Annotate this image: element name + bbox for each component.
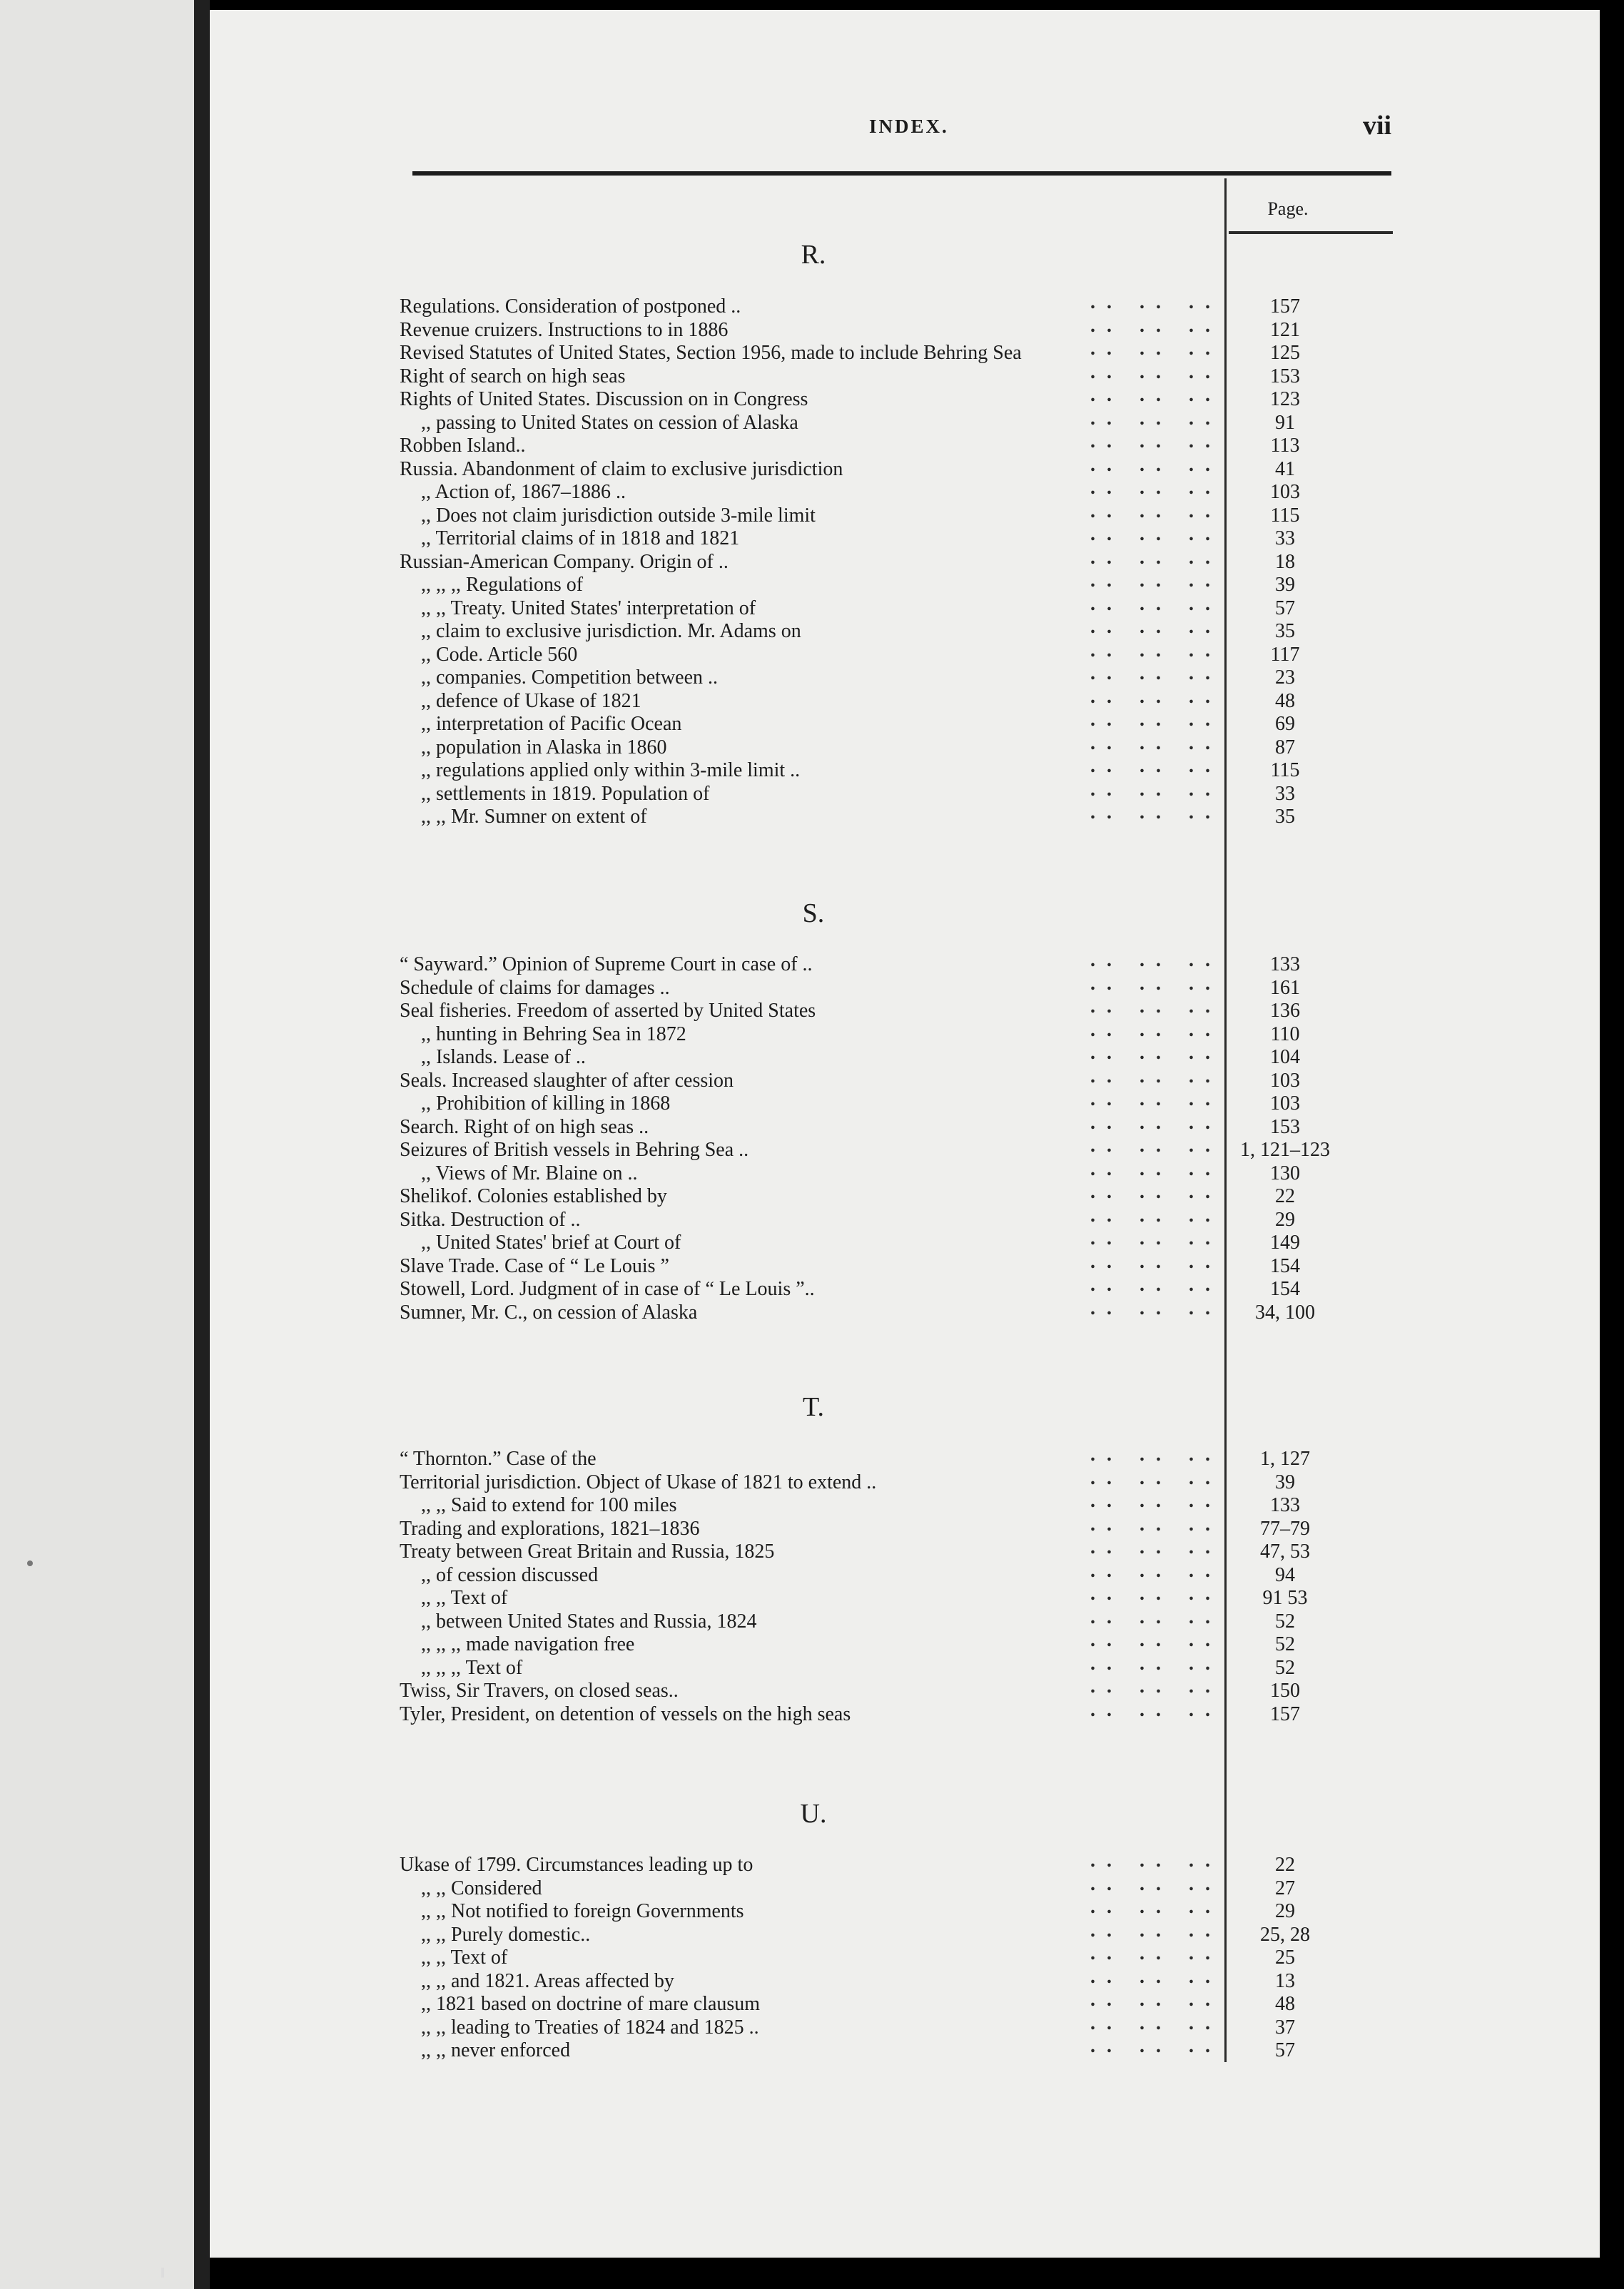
- entry-text: Trading and explorations, 1821–1836: [400, 1518, 700, 1540]
- index-entry: [400, 778, 1420, 806]
- index-entry: [400, 1019, 1420, 1046]
- entry-page-ref: 22: [1275, 1854, 1295, 1876]
- entry-page-ref: 104: [1270, 1046, 1300, 1068]
- entry-page-ref: 52: [1275, 1610, 1295, 1633]
- leader-dots: .. .. ..: [1090, 1699, 1222, 1721]
- entry-text: Schedule of claims for damages ..: [400, 977, 670, 999]
- entry-text: Stowell, Lord. Judgment of in case of “ Le Louis ”..: [400, 1278, 815, 1300]
- entry-page-ref: 37: [1275, 2016, 1295, 2039]
- entry-page-ref: 115: [1270, 759, 1300, 781]
- entry-text: ,, ,, ,, made navigation free: [421, 1633, 635, 1655]
- entry-page-ref: 123: [1270, 388, 1300, 410]
- entry-text: Russian-American Company. Origin of ..: [400, 551, 729, 573]
- index-entry: [400, 1158, 1420, 1185]
- entry-text: ,, claim to exclusive jurisdiction. Mr. Adams on: [421, 620, 801, 642]
- index-entry: [400, 1443, 1420, 1471]
- header-rule: [412, 171, 1391, 176]
- leader-dots: .. .. ..: [1090, 755, 1222, 777]
- index-entry: [400, 1181, 1420, 1208]
- entry-text: ,, companies. Competition between ..: [421, 666, 719, 689]
- entry-text: ,, ,, never enforced: [421, 2039, 571, 2061]
- leader-dots: .. .. ..: [1090, 1019, 1222, 1041]
- index-entry: [400, 1675, 1420, 1702]
- entry-text: Seals. Increased slaughter of after cession: [400, 1070, 734, 1092]
- entry-text: ,, regulations applied only within 3-mile limit ..: [421, 759, 801, 781]
- entry-page-ref: 47, 53: [1260, 1541, 1310, 1563]
- entry-page-ref: 91 53: [1262, 1587, 1308, 1609]
- leader-dots: .. .. ..: [1090, 500, 1222, 522]
- leader-dots: .. .. ..: [1090, 1204, 1222, 1227]
- index-entry: [400, 686, 1420, 713]
- leader-dots: .. .. ..: [1090, 1297, 1222, 1319]
- index-entry: [400, 1065, 1420, 1092]
- entry-page-ref: 25, 28: [1260, 1924, 1310, 1946]
- leader-dots: .. .. ..: [1090, 2012, 1222, 2034]
- entry-page-ref: 41: [1275, 458, 1295, 480]
- index-entry: [400, 547, 1420, 574]
- leader-dots: .. .. ..: [1090, 1942, 1222, 1964]
- index-entry: [400, 1966, 1420, 1993]
- leader-dots: .. .. ..: [1090, 1675, 1222, 1697]
- entry-page-ref: 161: [1270, 977, 1300, 999]
- section-letter: R.: [801, 240, 826, 270]
- leader-dots: .. .. ..: [1090, 477, 1222, 499]
- entry-text: Shelikof. Colonies established by: [400, 1185, 667, 1207]
- entry-page-ref: 117: [1270, 644, 1300, 666]
- index-entry: [400, 1297, 1420, 1324]
- entry-text: Revenue cruizers. Instructions to in 1886: [400, 319, 729, 341]
- leader-dots: .. .. ..: [1090, 1065, 1222, 1087]
- entry-page-ref: 110: [1270, 1023, 1300, 1045]
- entry-page-ref: 154: [1270, 1255, 1300, 1277]
- leader-dots: .. .. ..: [1090, 593, 1222, 615]
- leader-dots: .. .. ..: [1090, 547, 1222, 569]
- entry-page-ref: 103: [1270, 1092, 1300, 1115]
- section-letter: S.: [802, 898, 825, 928]
- entry-text: ,, ,, leading to Treaties of 1824 and 1825 ..: [421, 2016, 759, 2039]
- entry-text: ,, ,, Said to extend for 100 miles: [421, 1494, 677, 1516]
- leader-dots: .. .. ..: [1090, 1966, 1222, 1988]
- index-entry: [400, 1536, 1420, 1563]
- leader-dots: .. .. ..: [1090, 1490, 1222, 1512]
- index-entry: [400, 430, 1420, 457]
- index-entry: [400, 709, 1420, 736]
- entry-page-ref: 39: [1275, 574, 1295, 596]
- entry-text: Treaty between Great Britain and Russia, 1825: [400, 1541, 775, 1563]
- entry-text: Twiss, Sir Travers, on closed seas..: [400, 1680, 679, 1702]
- entry-text: ,, ,, ,, Regulations of: [421, 574, 584, 596]
- entry-page-ref: 57: [1275, 2039, 1295, 2061]
- entry-page-ref: 29: [1275, 1209, 1295, 1231]
- entry-text: ,, of cession discussed: [421, 1564, 599, 1586]
- leader-dots: .. .. ..: [1090, 315, 1222, 337]
- entry-text: Tyler, President, on detention of vessels on the high seas: [400, 1703, 851, 1725]
- leader-dots: .. .. ..: [1090, 1088, 1222, 1110]
- entry-page-ref: 57: [1275, 597, 1295, 619]
- entry-page-ref: 133: [1270, 953, 1300, 975]
- entry-text: ,, population in Alaska in 1860: [421, 736, 667, 758]
- entry-text: ,, ,, ,, Text of: [421, 1657, 523, 1679]
- entry-page-ref: 157: [1270, 295, 1300, 318]
- index-entry: [400, 1204, 1420, 1232]
- leader-dots: .. .. ..: [1090, 569, 1222, 592]
- entry-page-ref: 25: [1275, 1947, 1295, 1969]
- entry-text: ,, ,, Text of: [421, 1587, 508, 1609]
- index-entry: [400, 1583, 1420, 1610]
- index-entry: [400, 1227, 1420, 1254]
- leader-dots: .. .. ..: [1090, 1135, 1222, 1157]
- entry-text: ,, hunting in Behring Sea in 1872: [421, 1023, 686, 1045]
- entry-text: Regulations. Consideration of postponed ..: [400, 295, 741, 318]
- entry-page-ref: 77–79: [1260, 1518, 1310, 1540]
- entry-text: ,, ,, Not notified to foreign Governments: [421, 1900, 744, 1922]
- leader-dots: .. .. ..: [1090, 639, 1222, 661]
- leader-dots: .. .. ..: [1090, 361, 1222, 383]
- entry-text: ,, defence of Ukase of 1821: [421, 690, 641, 712]
- leader-dots: .. .. ..: [1090, 1606, 1222, 1628]
- index-entry: [400, 2035, 1420, 2062]
- leader-dots: .. .. ..: [1090, 1896, 1222, 1918]
- entry-text: ,, Islands. Lease of ..: [421, 1046, 586, 1068]
- leader-dots: .. .. ..: [1090, 523, 1222, 545]
- index-entry: [400, 361, 1420, 388]
- entry-page-ref: 69: [1275, 713, 1295, 735]
- index-entry: [400, 616, 1420, 643]
- entry-text: ,, ,, Considered: [421, 1877, 542, 1899]
- index-entry: [400, 523, 1420, 550]
- leader-dots: .. .. ..: [1090, 778, 1222, 801]
- leader-dots: .. .. ..: [1090, 1112, 1222, 1134]
- index-entry: [400, 454, 1420, 481]
- entry-text: Russia. Abandonment of claim to exclusive jurisdiction: [400, 458, 843, 480]
- index-entry: [400, 500, 1420, 527]
- index-entry: [400, 1560, 1420, 1587]
- entry-text: “ Thornton.” Case of the: [400, 1448, 597, 1470]
- entry-page-ref: 33: [1275, 783, 1295, 805]
- entry-text: Rights of United States. Discussion on in Congress: [400, 388, 808, 410]
- index-entry: [400, 1490, 1420, 1517]
- index-entry: [400, 1873, 1420, 1900]
- index-entry: [400, 949, 1420, 976]
- leader-dots: .. .. ..: [1090, 1443, 1222, 1466]
- index-entry: [400, 1919, 1420, 1947]
- entry-text: ,, ,, and 1821. Areas affected by: [421, 1970, 674, 1992]
- leader-dots: .. .. ..: [1090, 616, 1222, 638]
- entry-text: ,, Views of Mr. Blaine on ..: [421, 1162, 638, 1184]
- index-entry: [400, 801, 1420, 828]
- leader-dots: .. .. ..: [1090, 1274, 1222, 1296]
- entry-page-ref: 27: [1275, 1877, 1295, 1899]
- entry-text: ,, Territorial claims of in 1818 and 1821: [421, 527, 740, 549]
- entry-page-ref: 48: [1275, 1993, 1295, 2015]
- index-entry: [400, 569, 1420, 597]
- entry-page-ref: 94: [1275, 1564, 1295, 1586]
- leader-dots: .. .. ..: [1090, 337, 1222, 360]
- entry-text: ,, ,, Text of: [421, 1947, 508, 1969]
- index-entry: [400, 1088, 1420, 1115]
- entry-text: ,, Action of, 1867–1886 ..: [421, 481, 626, 503]
- leader-dots: .. .. ..: [1090, 1227, 1222, 1249]
- entry-text: Robben Island..: [400, 435, 526, 457]
- index-entry: [400, 384, 1420, 411]
- entry-page-ref: 157: [1270, 1703, 1300, 1725]
- entry-page-ref: 35: [1275, 806, 1295, 828]
- leader-dots: .. .. ..: [1090, 384, 1222, 406]
- section-letter: T.: [803, 1392, 824, 1422]
- leader-dots: .. .. ..: [1090, 1629, 1222, 1651]
- index-entry: [400, 1251, 1420, 1278]
- index-entry: [400, 1942, 1420, 1969]
- book-gutter: [194, 0, 210, 2289]
- entry-text: Seizures of British vessels in Behring Sea ..: [400, 1139, 749, 1161]
- leader-dots: .. .. ..: [1090, 1158, 1222, 1180]
- leader-dots: .. .. ..: [1090, 1583, 1222, 1605]
- leader-dots: .. .. ..: [1090, 709, 1222, 731]
- leader-dots: .. .. ..: [1090, 1536, 1222, 1558]
- entry-text: ,, ,, Purely domestic..: [421, 1924, 591, 1946]
- leader-dots: .. .. ..: [1090, 1989, 1222, 2011]
- leader-dots: .. .. ..: [1090, 1919, 1222, 1942]
- index-entry: [400, 1653, 1420, 1680]
- entry-page-ref: 13: [1275, 1970, 1295, 1992]
- leader-dots: .. .. ..: [1090, 1873, 1222, 1895]
- entry-page-ref: 39: [1275, 1471, 1295, 1493]
- entry-page-ref: 34, 100: [1255, 1301, 1315, 1324]
- entry-page-ref: 115: [1270, 504, 1300, 527]
- leader-dots: .. .. ..: [1090, 1560, 1222, 1582]
- entry-text: ,, Prohibition of killing in 1868: [421, 1092, 671, 1115]
- entry-page-ref: 48: [1275, 690, 1295, 712]
- index-entry: [400, 995, 1420, 1022]
- leader-dots: .. .. ..: [1090, 1042, 1222, 1064]
- entry-page-ref: 136: [1270, 1000, 1300, 1022]
- leader-dots: .. .. ..: [1090, 1467, 1222, 1489]
- index-entry: [400, 1513, 1420, 1541]
- leader-dots: .. .. ..: [1090, 995, 1222, 1017]
- entry-page-ref: 33: [1275, 527, 1295, 549]
- leader-dots: .. .. ..: [1090, 801, 1222, 823]
- entry-text: ,, settlements in 1819. Population of: [421, 783, 710, 805]
- leader-dots: .. .. ..: [1090, 973, 1222, 995]
- entry-page-ref: 18: [1275, 551, 1295, 573]
- index-entry: [400, 1606, 1420, 1633]
- entry-page-ref: 1, 121–123: [1240, 1139, 1330, 1161]
- leader-dots: .. .. ..: [1090, 1849, 1222, 1872]
- entry-text: Revised Statutes of United States, Section 1956, made to include Behring Sea: [400, 342, 1022, 364]
- entry-text: Search. Right of on high seas ..: [400, 1116, 649, 1138]
- entry-page-ref: 150: [1270, 1680, 1300, 1702]
- index-entry: [400, 732, 1420, 759]
- entry-page-ref: 1, 127: [1260, 1448, 1310, 1470]
- corner-mark: [161, 2268, 164, 2278]
- leader-dots: .. .. ..: [1090, 2035, 1222, 2057]
- facing-page-edge: [0, 0, 194, 2289]
- entry-page-ref: 22: [1275, 1185, 1295, 1207]
- index-entry: [400, 639, 1420, 666]
- section-letter: U.: [800, 1799, 827, 1829]
- entry-text: Slave Trade. Case of “ Le Louis ”: [400, 1255, 669, 1277]
- entry-text: ,, passing to United States on cession of Alaska: [421, 412, 798, 434]
- entry-page-ref: 130: [1270, 1162, 1300, 1184]
- margin-speck: [27, 1560, 33, 1566]
- index-entry: [400, 2012, 1420, 2039]
- entry-text: ,, ,, Mr. Sumner on extent of: [421, 806, 647, 828]
- leader-dots: .. .. ..: [1090, 686, 1222, 708]
- entry-text: Seal fisheries. Freedom of asserted by United States: [400, 1000, 816, 1022]
- entry-text: ,, United States' brief at Court of: [421, 1232, 681, 1254]
- index-entry: [400, 1467, 1420, 1494]
- entry-text: ,, Code. Article 560: [421, 644, 578, 666]
- index-entry: [400, 1629, 1420, 1656]
- leader-dots: .. .. ..: [1090, 949, 1222, 971]
- entry-text: ,, 1821 based on doctrine of mare clausum: [421, 1993, 761, 2015]
- index-entry: [400, 1112, 1420, 1139]
- index-entry: [400, 1896, 1420, 1923]
- entry-page-ref: 153: [1270, 1116, 1300, 1138]
- leader-dots: .. .. ..: [1090, 291, 1222, 313]
- entry-page-ref: 23: [1275, 666, 1295, 689]
- entry-page-ref: 133: [1270, 1494, 1300, 1516]
- entry-page-ref: 52: [1275, 1657, 1295, 1679]
- entry-text: Ukase of 1799. Circumstances leading up to: [400, 1854, 753, 1876]
- entry-page-ref: 35: [1275, 620, 1295, 642]
- entry-page-ref: 87: [1275, 736, 1295, 758]
- index-entry: [400, 407, 1420, 435]
- leader-dots: .. .. ..: [1090, 1653, 1222, 1675]
- entry-text: ,, interpretation of Pacific Ocean: [421, 713, 682, 735]
- index-entry: [400, 755, 1420, 782]
- index-entry: [400, 1849, 1420, 1877]
- entry-page-ref: 52: [1275, 1633, 1295, 1655]
- leader-dots: .. .. ..: [1090, 662, 1222, 684]
- index-entry: [400, 337, 1420, 365]
- leader-dots: .. .. ..: [1090, 1251, 1222, 1273]
- entry-page-ref: 103: [1270, 1070, 1300, 1092]
- entry-page-ref: 29: [1275, 1900, 1295, 1922]
- entry-text: ,, Does not claim jurisdiction outside 3-mile limit: [421, 504, 816, 527]
- entry-text: Sumner, Mr. C., on cession of Alaska: [400, 1301, 698, 1324]
- entry-page-ref: 149: [1270, 1232, 1300, 1254]
- page-column-heading: Page.: [1267, 198, 1309, 219]
- entry-text: Right of search on high seas: [400, 365, 626, 387]
- entry-page-ref: 154: [1270, 1278, 1300, 1300]
- index-entry: [400, 1699, 1420, 1726]
- running-head: INDEX.: [869, 116, 949, 137]
- leader-dots: .. .. ..: [1090, 732, 1222, 754]
- index-entry: [400, 1135, 1420, 1162]
- leader-dots: .. .. ..: [1090, 430, 1222, 452]
- index-entry: [400, 291, 1420, 318]
- index-entry: [400, 315, 1420, 342]
- entry-page-ref: 121: [1270, 319, 1300, 341]
- leader-dots: .. .. ..: [1090, 1181, 1222, 1203]
- entry-page-ref: 153: [1270, 365, 1300, 387]
- index-entry: [400, 593, 1420, 620]
- entry-page-ref: 113: [1270, 435, 1300, 457]
- entry-text: Territorial jurisdiction. Object of Ukase of 1821 to extend ..: [400, 1471, 877, 1493]
- index-entry: [400, 662, 1420, 689]
- page-column-heading-rule: [1229, 231, 1393, 234]
- index-entry: [400, 1042, 1420, 1069]
- entry-text: “ Sayward.” Opinion of Supreme Court in case of ..: [400, 953, 813, 975]
- leader-dots: .. .. ..: [1090, 1513, 1222, 1536]
- entry-text: ,, ,, Treaty. United States' interpretation of: [421, 597, 756, 619]
- index-entry: [400, 973, 1420, 1000]
- entry-text: Sitka. Destruction of ..: [400, 1209, 581, 1231]
- page-number: vii: [1363, 111, 1392, 141]
- index-entry: [400, 1989, 1420, 2016]
- entry-text: ,, between United States and Russia, 1824: [421, 1610, 757, 1633]
- leader-dots: .. .. ..: [1090, 407, 1222, 430]
- entry-page-ref: 125: [1270, 342, 1300, 364]
- entry-page-ref: 91: [1275, 412, 1295, 434]
- index-entry: [400, 477, 1420, 504]
- entry-page-ref: 103: [1270, 481, 1300, 503]
- index-entry: [400, 1274, 1420, 1301]
- leader-dots: .. .. ..: [1090, 454, 1222, 476]
